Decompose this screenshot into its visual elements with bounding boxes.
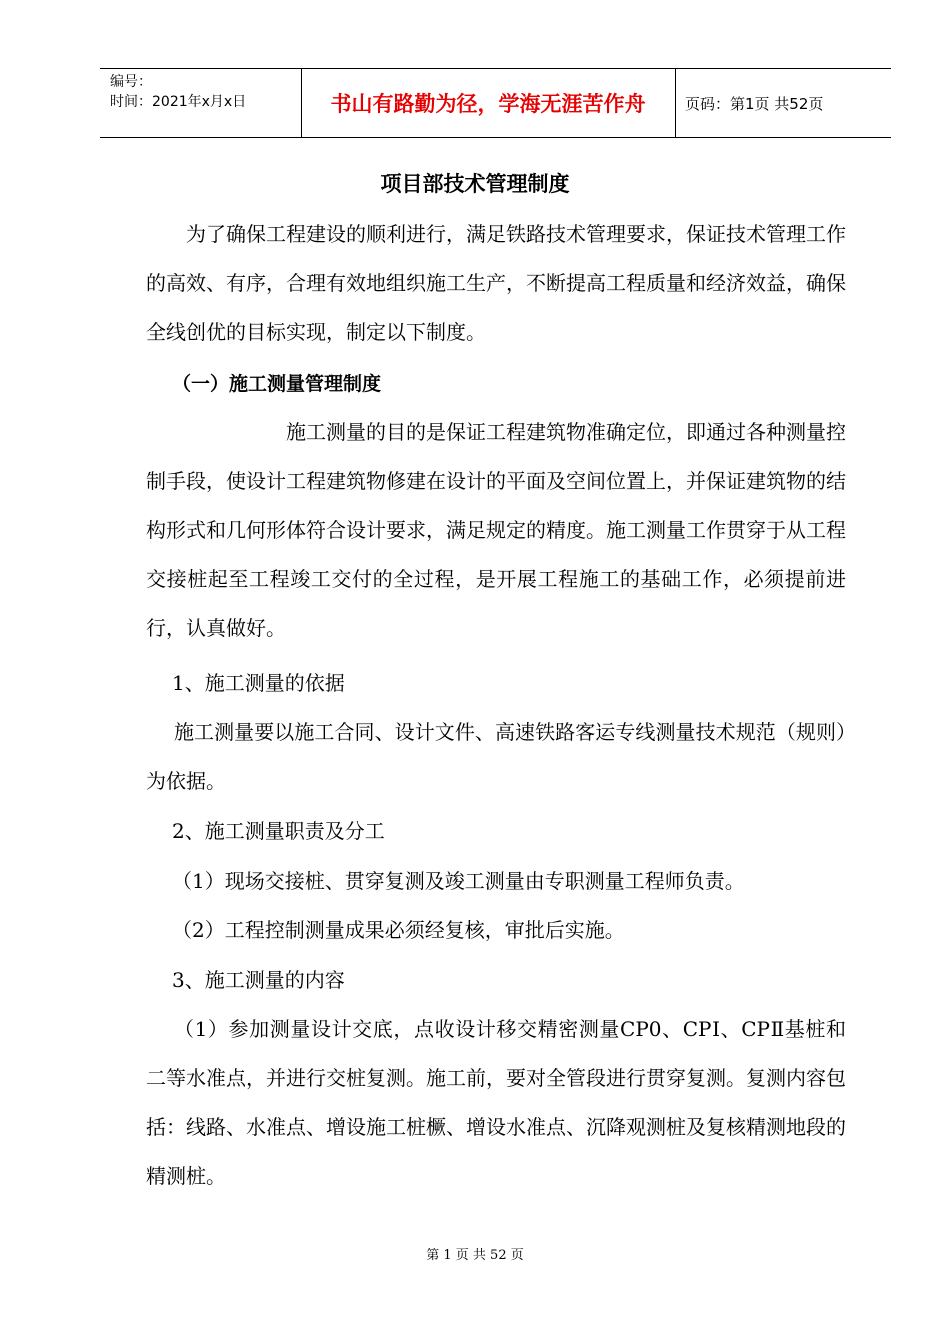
- number-label: 编号：: [110, 74, 152, 90]
- header-divider: [675, 69, 676, 137]
- item-paragraph: 施工测量要以施工合同、设计文件、高速铁路客运专线测量技术规范（规则）为依据。: [146, 720, 846, 793]
- item-heading: 3、施工测量的内容: [172, 968, 345, 992]
- sub-item: （1）现场交接桩、贯穿复测及竣工测量由专职测量工程师负责。: [172, 869, 745, 893]
- page-footer: 第 1 页 共 52 页: [426, 1248, 524, 1263]
- header-table: [100, 68, 891, 138]
- sub-item: （2）工程控制测量成果必须经复核，审批后实施。: [172, 918, 625, 942]
- motto: 书山有路勤为径，学海无涯苦作舟: [330, 92, 646, 116]
- section-heading: （一）施工测量管理制度: [172, 373, 382, 395]
- item-heading: 1、施工测量的依据: [172, 671, 345, 695]
- time-label: 时间：2021年x月x日: [110, 94, 247, 110]
- page-info: 页码：第1页 共52页: [685, 94, 824, 113]
- page-title: 项目部技术管理制度: [380, 172, 570, 196]
- item-heading: 2、施工测量职责及分工: [172, 819, 385, 843]
- sub-item-paragraph: （1）参加测量设计交底，点收设计移交精密测量CP0、CPⅠ、CPⅡ基桩和二等水准点，并进行交桩复测。施工前，要对全管段进行贯穿复测。复测内容包括：线路、水准点、增设施工桩橛、增设水准点、沉降观测桩及复核精测地段的精测桩。: [146, 1017, 846, 1188]
- header-meta: [110, 72, 246, 112]
- intro-paragraph: 为了确保工程建设的顺利进行，满足铁路技术管理要求，保证技术管理工作的高效、有序，合理有效地组织施工生产，不断提高工程质量和经济效益，确保全线创优的目标实现，制定以下制度。: [146, 222, 846, 344]
- section-paragraph: 施工测量的目的是保证工程建筑物准确定位，即通过各种测量控制手段，使设计工程建筑物修建在设计的平面及空间位置上，并保证建筑物的结构形式和几何形体符合设计要求，满足规定的精度。施工测量工作贯穿于从工程交接桩起至工程竣工交付的全过程，是开展工程施工的基础工作，必须提前进行，认真做好。: [146, 420, 846, 640]
